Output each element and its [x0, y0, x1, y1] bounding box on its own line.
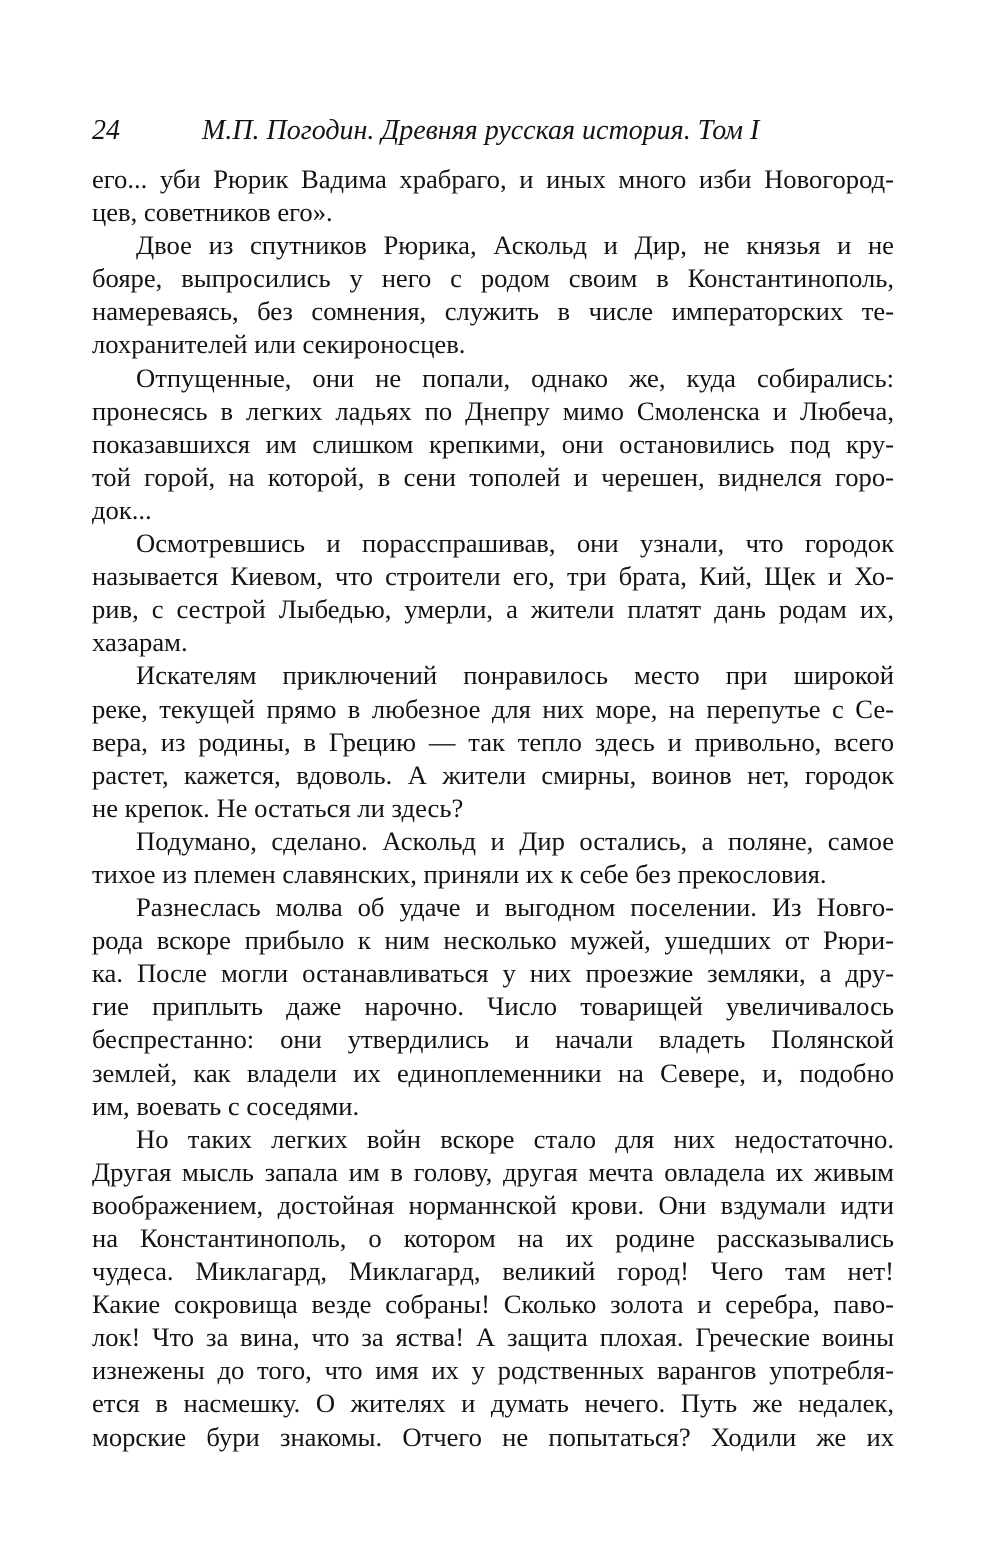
text-line: беспрестанно: они утвердились и начали владеть Полянской	[92, 1024, 894, 1055]
text-line: показавшихся им слишком крепкими, они остановились под кру-	[92, 428, 894, 459]
text-line: лок! Что за вина, что за яства! А защита плохая. Греческие воины	[92, 1322, 894, 1353]
text-line: цев, советников его».	[92, 197, 333, 228]
text-line: не крепок. Не остаться ли здесь?	[92, 792, 464, 823]
text-line: намереваясь, без сомнения, служить в числе императорских те-	[92, 296, 894, 327]
text-line: той горой, на которой, в сени тополей и черешен, виднелся горо-	[92, 461, 894, 492]
text-line: им, воевать с соседями.	[92, 1090, 360, 1121]
text-line: Искателям приключений понравилось место при широкой	[136, 660, 894, 691]
text-line: лохранителей или секироносцев.	[92, 329, 466, 360]
body-text	[92, 163, 894, 1454]
text-line: растет, кажется, вдоволь. А жители смирны, воинов нет, городок	[92, 759, 894, 790]
text-line: док...	[92, 494, 152, 525]
text-line: вера, из родины, в Грецию — так тепло здесь и привольно, всего	[92, 726, 894, 757]
text-line: ется в насмешку. О жителях и думать нечего. Путь же недалек,	[92, 1388, 894, 1419]
text-line: Отпущенные, они не попали, однако же, куда собирались:	[136, 362, 894, 393]
text-line: Но таких легких войн вскоре стало для них недостаточно.	[136, 1123, 894, 1154]
text-line: бояре, выпросились у него с родом своим в Константинополь,	[92, 263, 894, 294]
text-line: хазарам.	[92, 627, 188, 658]
text-line: ка. После могли останавливаться у них проезжие земляки, а дру-	[92, 958, 894, 989]
text-line: гие приплыть даже нарочно. Число товарищей увеличивалось	[92, 991, 894, 1022]
text-line: тихое из племен славянских, приняли их к себе без прекословия.	[92, 858, 827, 889]
text-line: называется Киевом, что строители его, три брата, Кий, Щек и Хо-	[92, 561, 894, 592]
text-line: на Константинополь, о котором на их родине рассказывались	[92, 1223, 894, 1253]
text-line: чудеса. Миклагард, Миклагард, великий город! Чего там нет!	[92, 1256, 894, 1287]
text-line: морские бури знакомы. Отчего не попытаться? Ходили же их	[92, 1421, 894, 1452]
text-line: землей, как владели их единоплеменники на Севере, и, подобно	[92, 1057, 894, 1088]
running-header	[92, 108, 902, 154]
text-line: рив, с сестрой Лыбедью, умерли, а жители платят дань родам их,	[92, 594, 894, 625]
text-line: Двое из спутников Рюрика, Аскольд и Дир, не князья и не	[136, 230, 894, 261]
text-line: его... уби Рюрик Вадима храбраго, и иных много изби Новогород-	[92, 164, 894, 194]
page-number: 24	[92, 115, 120, 146]
text-line: воображением, достойная норманнской крови. Они вздумали идти	[92, 1189, 894, 1220]
text-line: Разнеслась молва об удаче и выгодном поселении. Из Новго-	[136, 892, 894, 923]
text-line: Подумано, сделано. Аскольд и Дир остались, а поляне, самое	[136, 825, 894, 856]
text-line: пронесясь в легких ладьях по Днепру мимо Смоленска и Любеча,	[92, 395, 894, 426]
text-line: Какие сокровища везде собраны! Сколько золота и серебра, паво-	[92, 1289, 894, 1320]
text-line: Осмотревшись и порасспрашивав, они узнали, что городок	[136, 528, 894, 559]
text-line: Другая мысль запала им в голову, другая мечта овладела их живым	[92, 1156, 894, 1187]
text-line: реке, текущей прямо в любезное для них море, на перепутье с Се-	[92, 693, 894, 724]
text-line: рода вскоре прибыло к ним несколько мужей, ушедших от Рюри-	[92, 925, 894, 956]
text-line: изнежены до того, что имя их у родственных варангов употребля-	[92, 1355, 894, 1386]
running-header-title: М.П. Погодин. Древняя русская история. Том I	[202, 115, 760, 146]
